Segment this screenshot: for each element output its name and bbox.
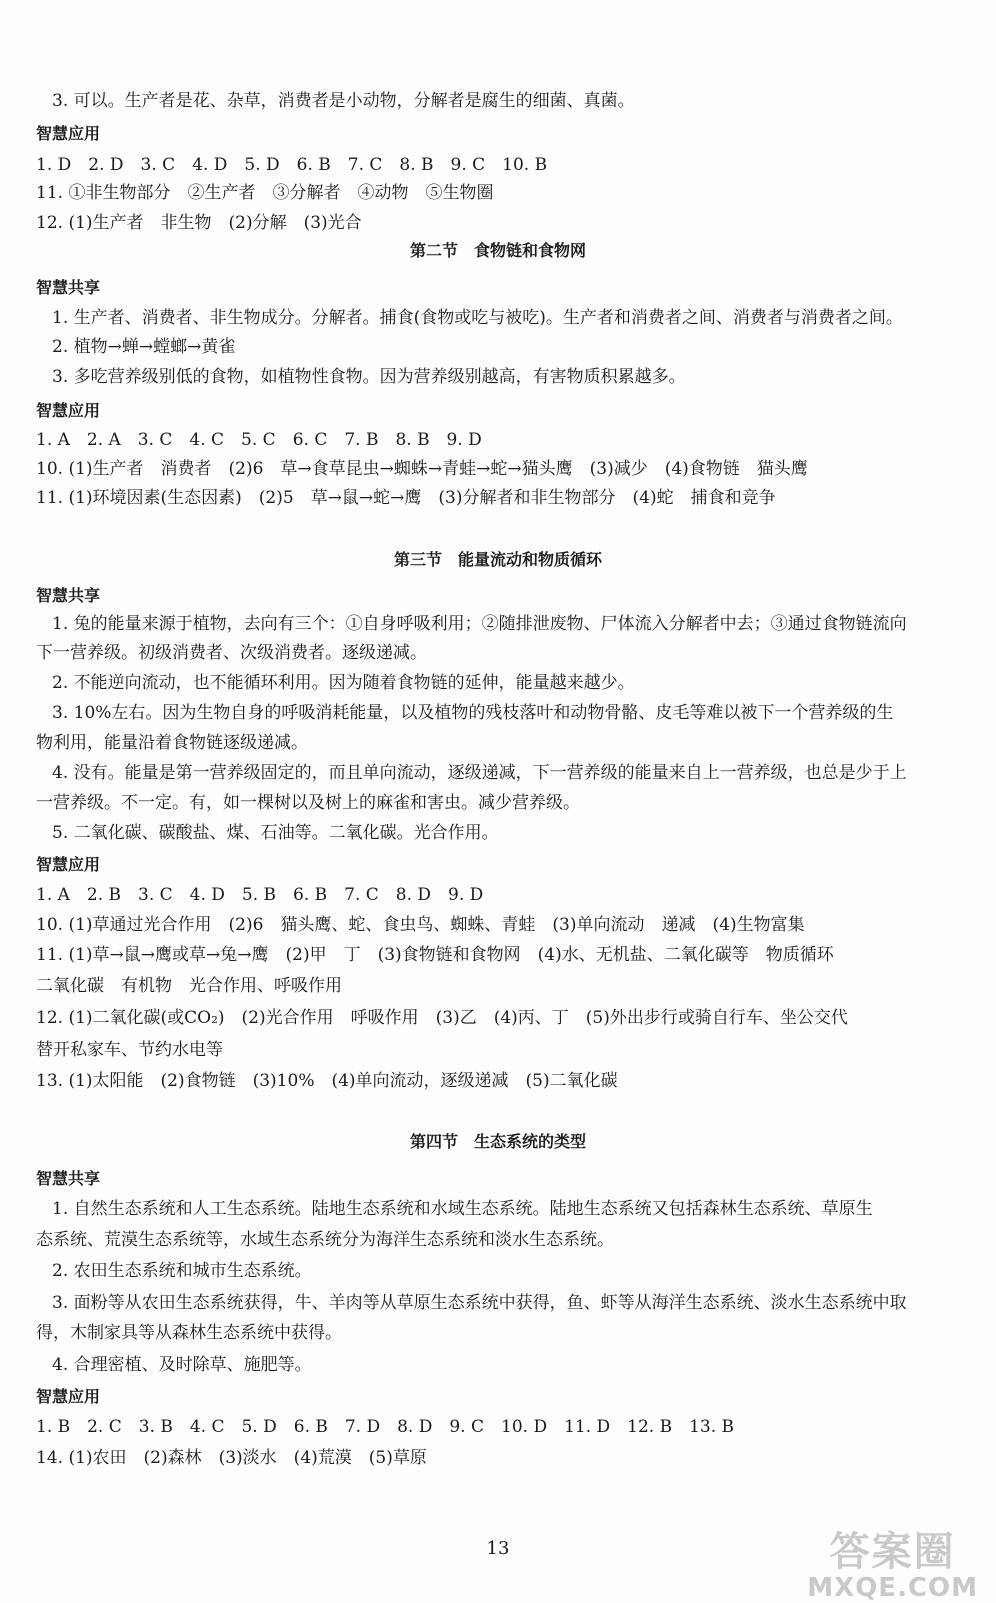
answer-line: 11. ①非生物部分 ②生产者 ③分解者 ④动物 ⑤生物圈 — [36, 183, 494, 203]
answer-line: 1. 生产者、消费者、非生物成分。分解者。捕食(食物或吃与被吃)。生产者和消费者之间、消费者与消费者之间。 — [52, 308, 903, 328]
answer-line: 物利用，能量沿着食物链逐级递减。 — [36, 733, 308, 753]
subheading-zhihui-gongxiang: 智慧共享 — [36, 278, 101, 297]
answer-line: 1. A 2. B 3. C 4. D 5. B 6. B 7. C 8. D 9. D — [36, 885, 484, 905]
subheading-zhihui-yingyong: 智慧应用 — [36, 855, 101, 874]
answer-line: 1. 兔的能量来源于植物，去向有三个：①自身呼吸利用；②随排泄废物、尸体流入分解者中去；③通过食物链流向 — [52, 614, 907, 634]
answer-line: 14. (1)农田 (2)森林 (3)淡水 (4)荒漠 (5)草原 — [36, 1448, 427, 1468]
answer-line: 一营养级。不一定。有，如一棵树以及树上的麻雀和害虫。减少营养级。 — [36, 793, 580, 813]
answer-line: 5. 二氧化碳、碳酸盐、煤、石油等。二氧化碳。光合作用。 — [52, 823, 499, 843]
answer-line: 1. A 2. A 3. C 4. C 5. C 6. C 7. B 8. B 9. D — [36, 430, 482, 450]
answer-line: 3. 多吃营养级别低的食物，如植物性食物。因为营养级别越高，有害物质积累越多。 — [52, 367, 686, 387]
answer-line: 4. 合理密植、及时除草、施肥等。 — [52, 1355, 312, 1375]
section-title-3: 第三节 能量流动和物质循环 — [393, 550, 602, 569]
answer-line: 2. 植物→蝉→螳螂→黄雀 — [52, 337, 236, 357]
answer-line: 3. 10%左右。因为生物自身的呼吸消耗能量，以及植物的残枝落叶和动物骨骼、皮毛等难以被下一个营养级的生 — [52, 703, 894, 723]
answer-line: 2. 农田生态系统和城市生态系统。 — [52, 1261, 312, 1281]
subheading-zhihui-yingyong: 智慧应用 — [36, 401, 101, 420]
answer-line: 10. (1)草通过光合作用 (2)6 猫头鹰、蛇、食虫鸟、蜘蛛、青蛙 (3)单向流动 递减 (4)生物富集 — [36, 915, 805, 935]
answer-line: 1. D 2. D 3. C 4. D 5. D 6. B 7. C 8. B 9. C 10. B — [36, 155, 548, 175]
answer-line: 12. (1)二氧化碳(或CO₂) (2)光合作用 呼吸作用 (3)乙 (4)丙、丁 (5)外出步行或骑自行车、坐公交代 — [36, 1008, 848, 1028]
answer-line: 4. 没有。能量是第一营养级固定的，而且单向流动，逐级递减，下一营养级的能量来自上一营养级，也总是少于上 — [52, 763, 907, 783]
answer-line: 得，木制家具等从森林生态系统中获得。 — [36, 1323, 342, 1343]
answer-line: 3. 可以。生产者是花、杂草，消费者是小动物，分解者是腐生的细菌、真菌。 — [52, 91, 635, 111]
subheading-zhihui-yingyong: 智慧应用 — [36, 124, 101, 143]
watermark-logo — [807, 1530, 978, 1602]
answer-line: 3. 面粉等从农田生态系统获得，牛、羊肉等从草原生态系统中获得，鱼、虾等从海洋生态系统、淡水生态系统中取 — [52, 1293, 907, 1313]
watermark-text: 答案圈 — [829, 1529, 956, 1575]
answer-line: 下一营养级。初级消费者、次级消费者。逐级递减。 — [36, 643, 427, 663]
section-title-2: 第二节 食物链和食物网 — [409, 241, 586, 260]
subheading-zhihui-yingyong: 智慧应用 — [36, 1387, 101, 1406]
answer-line: 替开私家车、节约水电等 — [36, 1040, 223, 1060]
answer-line: 13. (1)太阳能 (2)食物链 (3)10% (4)单向流动，逐级递减 (5)二氧化碳 — [36, 1071, 618, 1091]
section-title-4: 第四节 生态系统的类型 — [409, 1132, 586, 1151]
answer-line: 1. 自然生态系统和人工生态系统。陆地生态系统和水域生态系统。陆地生态系统又包括森林生态系统、草原生 — [52, 1199, 873, 1219]
answer-line: 10. (1)生产者 消费者 (2)6 草→食草昆虫→蜘蛛→青蛙→蛇→猫头鹰 (3)减少 (4)食物链 猫头鹰 — [36, 459, 808, 479]
answer-line: 11. (1)草→鼠→鹰或草→兔→鹰 (2)甲 丁 (3)食物链和食物网 (4)水、无机盐、二氧化碳等 物质循环 — [36, 945, 834, 965]
answer-line: 二氧化碳 有机物 光合作用、呼吸作用 — [36, 976, 342, 996]
answer-line: 1. B 2. C 3. B 4. C 5. D 6. B 7. D 8. D 9. C 10. D 11. D 12. B 13. B — [36, 1417, 735, 1437]
watermark-url: MXQE.COM — [807, 1573, 978, 1603]
page-number: 13 — [486, 1538, 510, 1559]
subheading-zhihui-gongxiang: 智慧共享 — [36, 1169, 101, 1188]
answer-line: 态系统、荒漠生态系统等，水域生态系统分为海洋生态系统和淡水生态系统。 — [36, 1230, 614, 1250]
answer-line: 12. (1)生产者 非生物 (2)分解 (3)光合 — [36, 213, 362, 233]
subheading-zhihui-gongxiang: 智慧共享 — [36, 586, 101, 605]
answer-line: 2. 不能逆向流动，也不能循环利用。因为随着食物链的延伸，能量越来越少。 — [52, 673, 635, 693]
answer-line: 11. (1)环境因素(生态因素) (2)5 草→鼠→蛇→鹰 (3)分解者和非生物部分 (4)蛇 捕食和竞争 — [36, 488, 776, 508]
